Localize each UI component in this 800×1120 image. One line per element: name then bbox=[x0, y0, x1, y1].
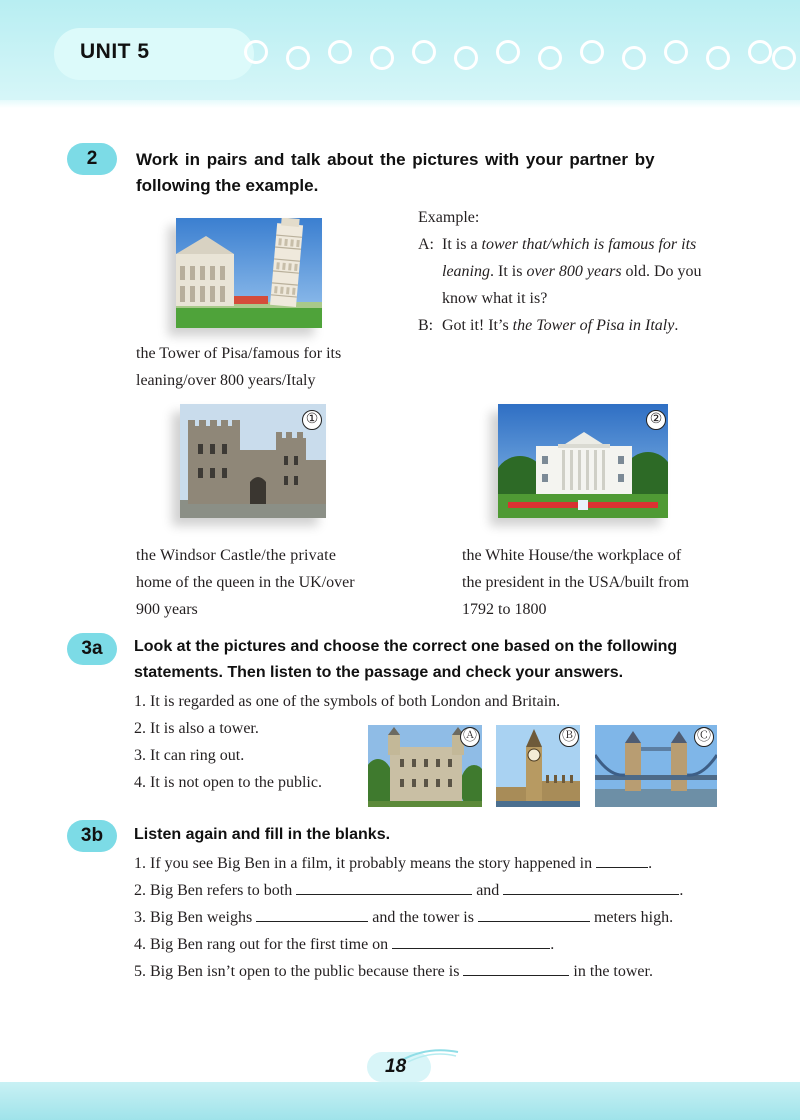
section-3a-badge: 3a bbox=[67, 633, 117, 665]
section-3a-instruction-line2: statements. Then listen to the passage and check your answers. bbox=[134, 664, 624, 681]
page-number: 18 bbox=[385, 1056, 407, 1077]
example-a-line3: know what it is? bbox=[442, 290, 548, 307]
option-c-label: Ⓒ bbox=[694, 727, 714, 747]
section-2-instruction-line2: following the example. bbox=[136, 176, 319, 195]
page-swoosh-decoration bbox=[400, 1046, 460, 1064]
option-a-label: Ⓐ bbox=[460, 727, 480, 747]
section-3b-instruction: Listen again and fill in the blanks. bbox=[134, 826, 391, 843]
example-b-prefix: B: bbox=[418, 317, 434, 334]
blank-1[interactable] bbox=[596, 853, 648, 868]
picture-1-caption-line3: 900 years bbox=[136, 601, 198, 618]
footer-band bbox=[0, 1082, 800, 1120]
example-a-prefix: A: bbox=[418, 236, 434, 253]
example-a-line2: leaning. It is over 800 years old. Do you bbox=[442, 263, 702, 280]
pisa-caption-line1: the Tower of Pisa/famous for its bbox=[136, 345, 342, 362]
statement-2: 2. It is also a tower. bbox=[134, 720, 259, 737]
blank-line-2: 2. Big Ben refers to both and . bbox=[134, 882, 684, 899]
picture-1-caption-line2: home of the queen in the UK/over bbox=[136, 574, 355, 591]
section-3b-badge: 3b bbox=[67, 820, 117, 852]
picture-2-caption-line3: 1792 to 1800 bbox=[462, 601, 547, 618]
blank-3b[interactable] bbox=[478, 907, 590, 922]
blank-2b[interactable] bbox=[503, 880, 679, 895]
picture-2-number: ② bbox=[646, 410, 666, 430]
statement-3: 3. It can ring out. bbox=[134, 747, 245, 764]
picture-2-caption-line1: the White House/the workplace of bbox=[462, 547, 682, 564]
white-house-photo bbox=[498, 404, 668, 518]
blank-line-4: 4. Big Ben rang out for the first time on . bbox=[134, 936, 555, 953]
example-b-line: Got it! It’s the Tower of Pisa in Italy. bbox=[442, 317, 679, 334]
unit-title: UNIT 5 bbox=[80, 40, 150, 63]
blank-2a[interactable] bbox=[296, 880, 472, 895]
section-3a-instruction-line1: Look at the pictures and choose the correct one based on the following bbox=[134, 638, 678, 655]
blank-3a[interactable] bbox=[256, 907, 368, 922]
blank-line-3: 3. Big Ben weighs and the tower is meters high. bbox=[134, 909, 674, 926]
blank-line-5: 5. Big Ben isn’t open to the public because there is in the tower. bbox=[134, 963, 653, 980]
example-label: Example: bbox=[418, 209, 480, 226]
option-b-label: Ⓑ bbox=[559, 727, 579, 747]
picture-1-caption-line1: the Windsor Castle/the private bbox=[136, 547, 337, 564]
tower-of-pisa-photo bbox=[176, 218, 322, 328]
blank-4[interactable] bbox=[392, 934, 550, 949]
picture-2-caption-line2: the president in the USA/built from bbox=[462, 574, 690, 591]
section-2-badge: 2 bbox=[67, 143, 117, 175]
example-a-line1: It is a tower that/which is famous for its bbox=[442, 236, 697, 253]
statement-1: 1. It is regarded as one of the symbols of both London and Britain. bbox=[134, 693, 561, 710]
blank-5[interactable] bbox=[463, 961, 569, 976]
statement-4: 4. It is not open to the public. bbox=[134, 774, 322, 791]
blank-line-1: 1. If you see Big Ben in a film, it probably means the story happened in . bbox=[134, 855, 653, 872]
pisa-caption-line2: leaning/over 800 years/Italy bbox=[136, 372, 316, 389]
section-2-instruction-line1: Work in pairs and talk about the pictures with your partner by bbox=[136, 150, 655, 169]
picture-1-number: ① bbox=[302, 410, 322, 430]
